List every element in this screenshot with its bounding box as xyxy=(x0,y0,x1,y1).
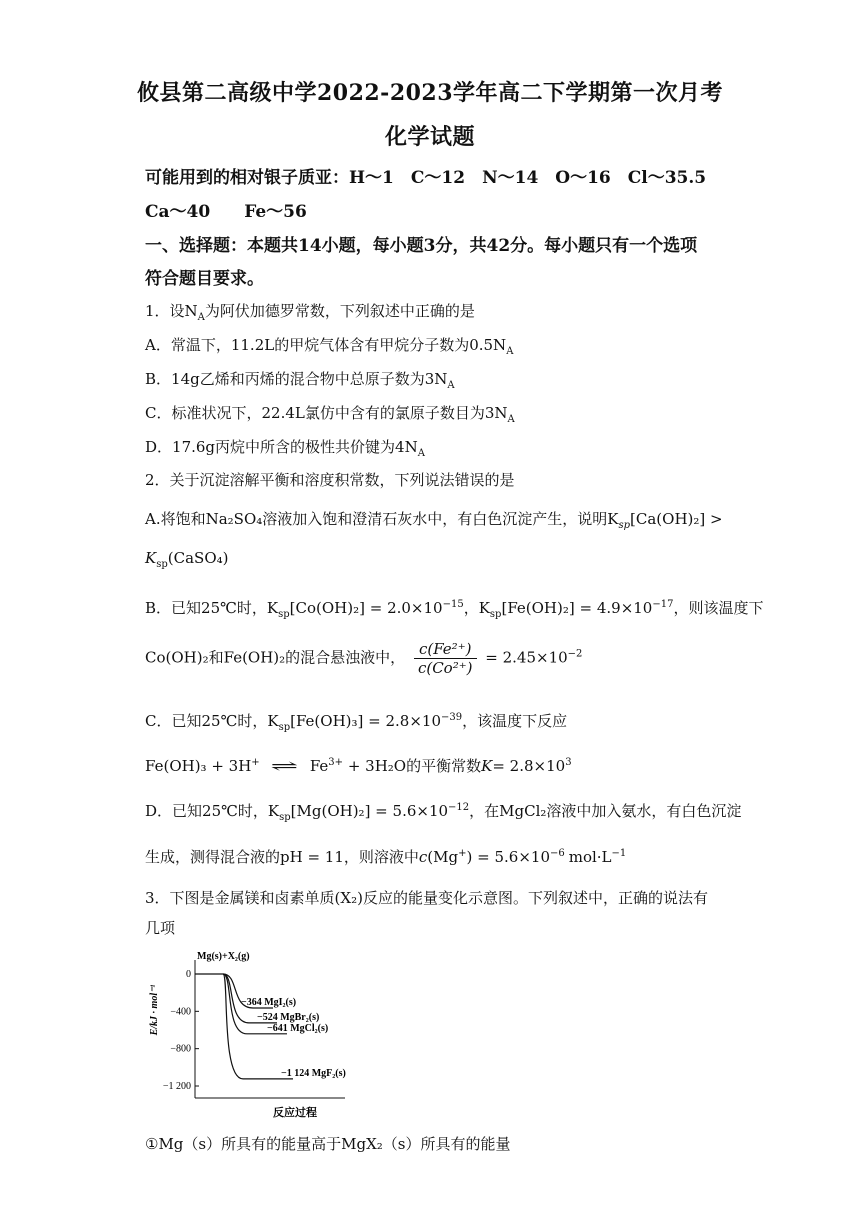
section-heading-line2: 符合题目要求。 xyxy=(145,269,264,289)
q1-option-b-text: B．14g乙烯和丙烯的混合物中总原子数为3N xyxy=(145,370,448,388)
q2-d2-value: ) = 5.6×10 xyxy=(466,848,550,866)
q2-b-exp: −15 xyxy=(442,599,464,610)
series-label: −641 MgCl₂(s) xyxy=(267,1022,329,1034)
q2-d2-c: c xyxy=(418,848,428,866)
q2-a2-sub: sp xyxy=(156,559,168,570)
energy-diagram-chart xyxy=(145,950,355,1122)
q2-a2-k: K xyxy=(145,549,157,567)
q2-d-text3: ，在MgCl₂溶液中加入氨水，有白色沉淀 xyxy=(469,802,742,820)
q2-b-text: B．已知25℃时，K xyxy=(145,599,279,617)
q3-stem-line1: 3．下图是金属镁和卤素单质(X₂)反应的能量变化示意图。下列叙述中，正确的说法有 xyxy=(145,889,708,907)
q2-c2-text: Fe(OH)₃ + 3H xyxy=(145,757,252,775)
q1-stem-text2: 为阿伏加德罗常数，下列叙述中正确的是 xyxy=(204,302,475,320)
y-tick-label: 0 xyxy=(186,969,191,980)
q2-c2-sup2: 3+ xyxy=(328,757,344,768)
q2-d2-exp: −6 xyxy=(549,848,565,859)
q2-b2-value: = 2.45×10 xyxy=(485,648,568,667)
y-tick-label: −400 xyxy=(170,1006,191,1018)
section-heading-line1: 一、选择题：本题共14小题，每小题3分，共42分。每小题只有一个选项 xyxy=(145,236,698,256)
q1-option-d xyxy=(145,436,425,459)
start-label: Mg(s)+X₂(g) xyxy=(197,951,250,962)
q2-b2-denominator: c(Co²⁺) xyxy=(417,659,473,677)
q2-c2-text2: + 3H₂O的平衡常数 xyxy=(347,757,482,775)
q2-c2-k: K xyxy=(481,757,493,775)
q1-stem-sub: A xyxy=(197,312,205,323)
q2-option-c-line1 xyxy=(145,710,567,733)
equilibrium-arrow-icon: ⇌ xyxy=(270,757,299,775)
q1-option-a xyxy=(145,334,513,357)
q2-a-text2: [Ca(OH)₂] > xyxy=(630,510,723,528)
q2-a-text: A.将饱和Na₂SO₄溶液加入饱和澄清石灰水中，有白色沉淀产生，说明K xyxy=(145,510,619,528)
q2-option-b-line1 xyxy=(145,597,763,620)
q1-option-a-sub: A xyxy=(506,346,514,357)
q1-stem xyxy=(145,300,475,323)
q2-b2-exp: −2 xyxy=(567,648,583,660)
q2-d-text: D．已知25℃时，K xyxy=(145,802,280,820)
q2-c-exp: −39 xyxy=(441,712,463,723)
q1-option-a-text: A．常温下，11.2L的甲烷气体含有甲烷分子数为0.5N xyxy=(145,336,507,354)
q2-b-sub: sp xyxy=(278,609,290,620)
q2-b2-numerator: c(Fe²⁺) xyxy=(414,640,477,659)
q2-c2-fe: Fe xyxy=(309,757,329,775)
q1-option-c-text: C．标准状况下，22.4L氯仿中含有的氯原子数目为3N xyxy=(145,404,508,422)
atomic-masses-line2: Ca～40 Fe～56 xyxy=(145,202,307,222)
q2-d-text2: [Mg(OH)₂] = 5.6×10 xyxy=(290,802,449,820)
q2-c-text2: [Fe(OH)₃] = 2.8×10 xyxy=(290,712,441,730)
q2-option-d-line2 xyxy=(145,846,626,867)
q2-b2-text: Co(OH)₂和Fe(OH)₂的混合悬浊液中， xyxy=(145,648,406,667)
q2-b-exp2: −17 xyxy=(652,599,674,610)
x-axis-label: 反应过程 xyxy=(273,1107,317,1119)
q1-option-c xyxy=(145,402,515,425)
y-axis-label: E/kJ · mol⁻¹ xyxy=(149,984,160,1036)
q2-option-a-line1 xyxy=(145,508,723,531)
series-label: −524 MgBr₂(s) xyxy=(257,1011,320,1023)
q2-b-text3: ，K xyxy=(463,599,490,617)
series-label: −1 124 MgF₂(s) xyxy=(281,1067,346,1079)
q2-option-c-line2 xyxy=(145,755,572,776)
q2-b-text5: ，则该温度下 xyxy=(673,599,764,617)
q2-option-a-line2 xyxy=(145,549,228,570)
q1-option-d-text: D．17.6g丙烷中所含的极性共价键为4N xyxy=(145,438,418,456)
q1-option-b-sub: A xyxy=(447,380,455,391)
q2-b-text4: [Fe(OH)₂] = 4.9×10 xyxy=(501,599,653,617)
exam-subtitle: 化学试题 xyxy=(384,124,475,150)
q2-d2-sup: + xyxy=(458,848,467,859)
q2-c2-value: = 2.8×10 xyxy=(492,757,566,775)
q2-c2-sup: + xyxy=(251,757,260,768)
atomic-masses-line1: 可能用到的相对银子质亚：H～1 C～12 N～14 O～16 Cl～35.5 xyxy=(145,168,707,188)
q2-d2-text: 生成，测得混合液的pH = 11，则溶液中 xyxy=(145,848,419,866)
q2-c-sub: sp xyxy=(278,722,291,733)
q2-a2-text: (CaSO₄) xyxy=(167,549,229,567)
q2-a-sub: sp xyxy=(618,520,631,531)
q1-option-c-sub: A xyxy=(507,414,515,425)
series-label: −364 MgI₂(s) xyxy=(241,996,297,1008)
q2-option-b-line2 xyxy=(145,640,582,677)
q2-b2-fraction xyxy=(414,640,477,677)
q1-option-b xyxy=(145,368,455,391)
q2-d2-unit-exp: −1 xyxy=(611,848,627,859)
q2-b-text2: [Co(OH)₂] = 2.0×10 xyxy=(289,599,443,617)
q2-c-text3: ，该温度下反应 xyxy=(462,712,568,730)
q1-stem-text: 1．设N xyxy=(145,302,198,320)
q2-c2-exp: 3 xyxy=(565,757,572,768)
q2-option-d-line1 xyxy=(145,800,741,823)
q2-c-text: C．已知25℃时，K xyxy=(145,712,279,730)
q1-option-d-sub: A xyxy=(417,448,425,459)
q3-stem-line2: 几项 xyxy=(145,919,176,937)
q2-d-sub: sp xyxy=(279,812,291,823)
y-tick-label: −800 xyxy=(170,1043,191,1055)
q2-b-sub2: sp xyxy=(489,609,502,620)
q2-d2-unit: mol·L xyxy=(568,848,612,866)
y-tick-label: −1 200 xyxy=(162,1081,191,1092)
q2-d2-mg: (Mg xyxy=(427,848,459,866)
q2-d-exp: −12 xyxy=(448,802,470,813)
exam-title: 攸县第二高级中学2022-2023学年高二下学期第一次月考 xyxy=(136,80,724,106)
q3-item1: ①Mg（s）所具有的能量高于MgX₂（s）所具有的能量 xyxy=(145,1135,511,1153)
q2-stem: 2．关于沉淀溶解平衡和溶度积常数，下列说法错误的是 xyxy=(145,471,515,489)
